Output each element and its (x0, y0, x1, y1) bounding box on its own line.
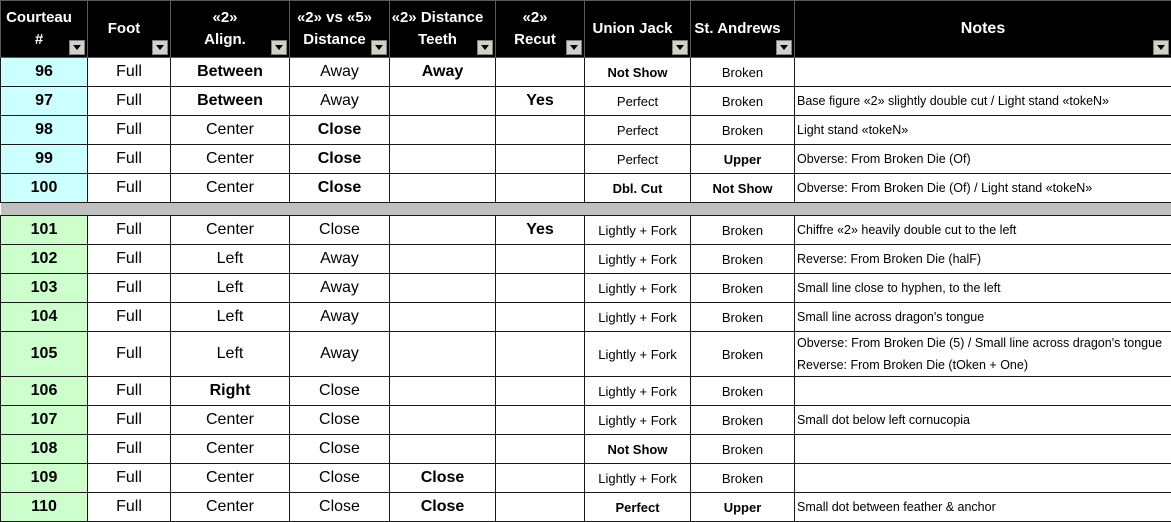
cell-teeth[interactable] (390, 216, 496, 245)
chevron-down-icon (73, 45, 81, 50)
table-body (1, 58, 1171, 522)
cell-recut[interactable] (496, 377, 585, 406)
column-header-courteau (1, 1, 88, 58)
separator-cell (290, 203, 390, 216)
cell-align[interactable]: Left (171, 332, 290, 377)
note-line: Reverse: From Broken Die (tOken + One) (797, 358, 1028, 372)
separator-cell (88, 203, 171, 216)
cell-foot[interactable]: Full (88, 245, 171, 274)
separator-cell (171, 203, 290, 216)
cell-distance[interactable]: Close (290, 464, 390, 493)
table-row[interactable] (1, 435, 1171, 464)
note-line: Obverse: From Broken Die (5) / Small line across dragon's tongue (797, 336, 1162, 350)
table-row[interactable] (1, 464, 1171, 493)
cell-teeth[interactable] (390, 274, 496, 303)
column-header-label: Foot (88, 18, 170, 40)
cell-union-jack[interactable]: Perfect (585, 145, 691, 174)
filter-dropdown-button[interactable] (477, 40, 493, 55)
cell-distance[interactable]: Close (290, 174, 390, 203)
cell-teeth[interactable] (390, 116, 496, 145)
cell-notes[interactable] (795, 303, 1171, 332)
cell-recut[interactable] (496, 116, 585, 145)
separator-cell (390, 203, 496, 216)
filter-dropdown-button[interactable] (371, 40, 387, 55)
cell-teeth[interactable]: Away (390, 58, 496, 87)
note-line: Base figure «2» slightly double cut / Light stand «tokeN» (797, 94, 1109, 108)
cell-teeth[interactable] (390, 377, 496, 406)
separator-cell (496, 203, 585, 216)
table-row[interactable] (1, 274, 1171, 303)
cell-recut[interactable] (496, 464, 585, 493)
cell-union-jack[interactable]: Lightly + Fork (585, 303, 691, 332)
filter-dropdown-button[interactable] (271, 40, 287, 55)
column-header-align (171, 1, 290, 58)
cell-teeth[interactable] (390, 332, 496, 377)
cell-union-jack[interactable]: Lightly + Fork (585, 464, 691, 493)
cell-foot[interactable]: Full (88, 332, 171, 377)
cell-union-jack[interactable]: Not Show (585, 435, 691, 464)
cell-align[interactable]: Center (171, 216, 290, 245)
filter-dropdown-button[interactable] (566, 40, 582, 55)
table-row[interactable] (1, 116, 1171, 145)
cell-notes[interactable] (795, 464, 1171, 493)
note-line: Small dot below left cornucopia (797, 413, 970, 427)
cell-foot[interactable]: Full (88, 174, 171, 203)
cell-notes[interactable] (795, 87, 1171, 116)
filter-dropdown-button[interactable] (152, 40, 168, 55)
cell-foot[interactable]: Full (88, 464, 171, 493)
separator-cell (795, 203, 1171, 216)
table-row[interactable] (1, 332, 1171, 377)
cell-distance[interactable]: Close (290, 406, 390, 435)
table-row[interactable] (1, 145, 1171, 174)
cell-notes[interactable] (795, 174, 1171, 203)
cell-distance[interactable]: Close (290, 493, 390, 522)
cell-courteau[interactable]: 97 (1, 87, 88, 116)
cell-notes[interactable] (795, 245, 1171, 274)
cell-st-andrews[interactable]: Upper (691, 145, 795, 174)
cell-courteau[interactable]: 105 (1, 332, 88, 377)
column-header-teeth (390, 1, 496, 58)
column-header-label: Union Jack (585, 18, 690, 40)
cell-st-andrews[interactable]: Upper (691, 493, 795, 522)
cell-teeth[interactable] (390, 145, 496, 174)
table-row[interactable] (1, 216, 1171, 245)
cell-align[interactable]: Center (171, 116, 290, 145)
cell-union-jack[interactable]: Perfect (585, 493, 691, 522)
cell-notes[interactable] (795, 332, 1171, 377)
cell-distance[interactable]: Close (290, 216, 390, 245)
cell-union-jack[interactable]: Lightly + Fork (585, 406, 691, 435)
cell-distance[interactable]: Close (290, 435, 390, 464)
column-header-union-jack (585, 1, 691, 58)
group-separator (1, 203, 1171, 216)
column-header-label: «2» Distance Teeth (390, 7, 495, 51)
cell-union-jack[interactable]: Lightly + Fork (585, 377, 691, 406)
cell-union-jack[interactable]: Lightly + Fork (585, 332, 691, 377)
column-header-label: «2» Align. (171, 7, 289, 51)
filter-dropdown-button[interactable] (69, 40, 85, 55)
cell-union-jack[interactable]: Perfect (585, 87, 691, 116)
cell-recut[interactable] (496, 406, 585, 435)
column-header-label: Courteau # (1, 7, 87, 51)
cell-recut[interactable] (496, 58, 585, 87)
cell-union-jack[interactable]: Not Show (585, 58, 691, 87)
filter-dropdown-button[interactable] (776, 40, 792, 55)
cell-recut[interactable] (496, 303, 585, 332)
cell-foot[interactable]: Full (88, 58, 171, 87)
cell-teeth[interactable] (390, 174, 496, 203)
cell-st-andrews[interactable]: Broken (691, 216, 795, 245)
cell-distance[interactable]: Close (290, 377, 390, 406)
note-line: Small dot between feather & anchor (797, 500, 996, 514)
cell-foot[interactable]: Full (88, 303, 171, 332)
cell-recut[interactable] (496, 274, 585, 303)
cell-distance[interactable]: Away (290, 303, 390, 332)
cell-align[interactable]: Right (171, 377, 290, 406)
table-row[interactable] (1, 406, 1171, 435)
cell-courteau[interactable]: 103 (1, 274, 88, 303)
cell-teeth[interactable]: Close (390, 493, 496, 522)
cell-courteau[interactable]: 106 (1, 377, 88, 406)
cell-align[interactable]: Center (171, 493, 290, 522)
cell-distance[interactable]: Close (290, 116, 390, 145)
table-row[interactable] (1, 87, 1171, 116)
cell-distance[interactable]: Away (290, 87, 390, 116)
cell-notes[interactable] (795, 377, 1171, 406)
cell-align[interactable]: Left (171, 245, 290, 274)
cell-distance[interactable]: Close (290, 145, 390, 174)
cell-recut[interactable] (496, 493, 585, 522)
cell-align[interactable]: Between (171, 87, 290, 116)
cell-align[interactable]: Center (171, 174, 290, 203)
cell-courteau[interactable]: 96 (1, 58, 88, 87)
cell-foot[interactable]: Full (88, 377, 171, 406)
table-row[interactable] (1, 493, 1171, 522)
cell-align[interactable]: Center (171, 145, 290, 174)
cell-align[interactable]: Left (171, 303, 290, 332)
column-header-label: St. Andrews (691, 18, 794, 40)
column-header-foot (88, 1, 171, 58)
cell-courteau[interactable]: 101 (1, 216, 88, 245)
column-header-distance (290, 1, 390, 58)
chevron-down-icon (375, 45, 383, 50)
cell-courteau[interactable]: 108 (1, 435, 88, 464)
separator-cell (1, 203, 88, 216)
cell-foot[interactable]: Full (88, 216, 171, 245)
cell-notes[interactable] (795, 274, 1171, 303)
column-header-notes (795, 1, 1171, 58)
note-line: Obverse: From Broken Die (Of) (797, 152, 971, 166)
table-row[interactable] (1, 174, 1171, 203)
cell-align[interactable]: Center (171, 435, 290, 464)
cell-foot[interactable]: Full (88, 274, 171, 303)
cell-st-andrews[interactable]: Broken (691, 377, 795, 406)
cell-union-jack[interactable]: Lightly + Fork (585, 274, 691, 303)
cell-courteau[interactable]: 110 (1, 493, 88, 522)
cell-st-andrews[interactable]: Broken (691, 332, 795, 377)
cell-recut[interactable] (496, 435, 585, 464)
note-line: Obverse: From Broken Die (Of) / Light stand «tokeN» (797, 181, 1092, 195)
cell-notes[interactable] (795, 406, 1171, 435)
chevron-down-icon (570, 45, 578, 50)
chevron-down-icon (1157, 45, 1165, 50)
cell-recut[interactable] (496, 245, 585, 274)
cell-st-andrews[interactable]: Broken (691, 87, 795, 116)
cell-distance[interactable]: Away (290, 274, 390, 303)
cell-foot[interactable]: Full (88, 87, 171, 116)
cell-courteau[interactable]: 100 (1, 174, 88, 203)
filter-dropdown-button[interactable] (672, 40, 688, 55)
cell-notes[interactable] (795, 145, 1171, 174)
note-line: Reverse: From Broken Die (halF) (797, 252, 981, 266)
chevron-down-icon (156, 45, 164, 50)
cell-recut[interactable]: Yes (496, 87, 585, 116)
cell-recut[interactable] (496, 174, 585, 203)
cell-union-jack[interactable]: Perfect (585, 116, 691, 145)
cell-union-jack[interactable]: Dbl. Cut (585, 174, 691, 203)
chevron-down-icon (676, 45, 684, 50)
cell-courteau[interactable]: 99 (1, 145, 88, 174)
cell-courteau[interactable]: 102 (1, 245, 88, 274)
cell-st-andrews[interactable]: Broken (691, 58, 795, 87)
cell-st-andrews[interactable]: Broken (691, 245, 795, 274)
cell-foot[interactable]: Full (88, 116, 171, 145)
cell-courteau[interactable]: 98 (1, 116, 88, 145)
column-header-label: Notes (795, 18, 1171, 40)
cell-teeth[interactable] (390, 406, 496, 435)
table-row[interactable] (1, 377, 1171, 406)
cell-align[interactable]: Center (171, 464, 290, 493)
header-row (1, 1, 1171, 58)
cell-st-andrews[interactable]: Broken (691, 116, 795, 145)
note-line: Small line across dragon's tongue (797, 310, 984, 324)
cell-teeth[interactable] (390, 435, 496, 464)
cell-recut[interactable] (496, 332, 585, 377)
cell-notes[interactable] (795, 493, 1171, 522)
cell-align[interactable]: Center (171, 406, 290, 435)
cell-foot[interactable]: Full (88, 435, 171, 464)
table-row[interactable] (1, 245, 1171, 274)
chevron-down-icon (275, 45, 283, 50)
note-line: Chiffre «2» heavily double cut to the left (797, 223, 1016, 237)
note-line: Light stand «tokeN» (797, 123, 908, 137)
cell-st-andrews[interactable]: Broken (691, 303, 795, 332)
column-header-label: «2» Recut (496, 7, 584, 51)
cell-align[interactable]: Left (171, 274, 290, 303)
cell-st-andrews[interactable]: Broken (691, 274, 795, 303)
column-header-st-andrews (691, 1, 795, 58)
cell-distance[interactable]: Away (290, 58, 390, 87)
filter-dropdown-button[interactable] (1153, 40, 1169, 55)
cell-st-andrews[interactable]: Broken (691, 464, 795, 493)
cell-st-andrews[interactable]: Broken (691, 435, 795, 464)
cell-teeth[interactable]: Close (390, 464, 496, 493)
cell-align[interactable]: Between (171, 58, 290, 87)
cell-teeth[interactable] (390, 87, 496, 116)
separator-cell (691, 203, 795, 216)
cell-st-andrews[interactable]: Broken (691, 406, 795, 435)
cell-distance[interactable]: Away (290, 332, 390, 377)
cell-union-jack[interactable]: Lightly + Fork (585, 245, 691, 274)
cell-courteau[interactable]: 104 (1, 303, 88, 332)
cell-notes[interactable] (795, 216, 1171, 245)
cell-teeth[interactable] (390, 245, 496, 274)
cell-foot[interactable]: Full (88, 145, 171, 174)
column-header-label: «2» vs «5» Distance (290, 7, 389, 51)
cell-recut[interactable]: Yes (496, 216, 585, 245)
cell-foot[interactable]: Full (88, 493, 171, 522)
cell-teeth[interactable] (390, 303, 496, 332)
column-header-recut (496, 1, 585, 58)
note-line: Small line close to hyphen, to the left (797, 281, 1001, 295)
cell-notes[interactable] (795, 435, 1171, 464)
table-row[interactable] (1, 58, 1171, 87)
cell-st-andrews[interactable]: Not Show (691, 174, 795, 203)
cell-courteau[interactable]: 107 (1, 406, 88, 435)
chevron-down-icon (780, 45, 788, 50)
cell-recut[interactable] (496, 145, 585, 174)
cell-foot[interactable]: Full (88, 406, 171, 435)
cell-notes[interactable] (795, 116, 1171, 145)
cell-distance[interactable]: Away (290, 245, 390, 274)
cell-union-jack[interactable]: Lightly + Fork (585, 216, 691, 245)
chevron-down-icon (481, 45, 489, 50)
separator-cell (585, 203, 691, 216)
cell-courteau[interactable]: 109 (1, 464, 88, 493)
cell-notes[interactable] (795, 58, 1171, 87)
table-row[interactable] (1, 303, 1171, 332)
